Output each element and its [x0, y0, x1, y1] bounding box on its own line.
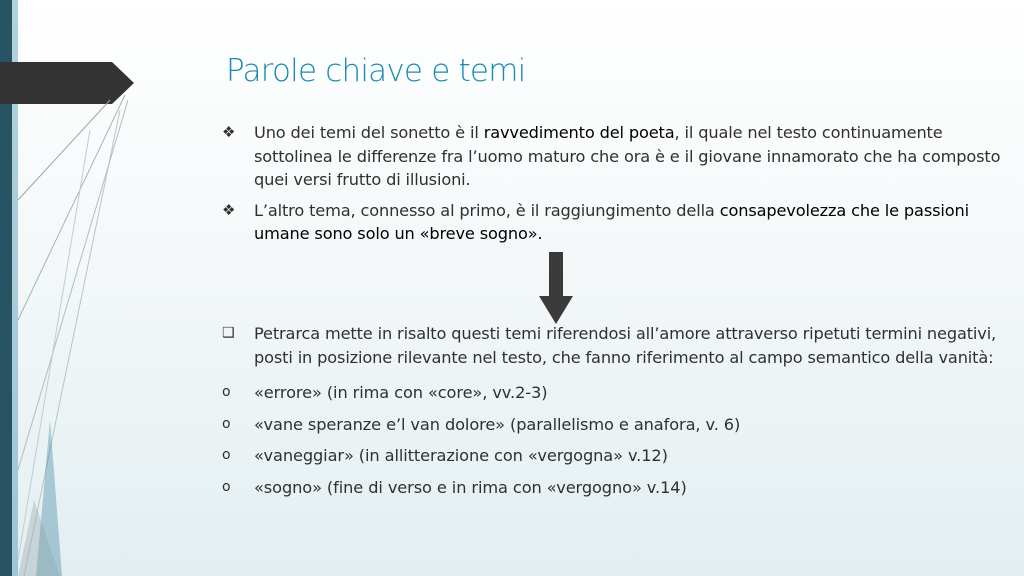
circle-bullet-icon: o [222, 415, 231, 432]
bullet-item-consapevolezza [222, 199, 1012, 246]
circle-bullet-icon: o [222, 447, 231, 463]
example-text: «vane speranze e’l van dolore» (parallelismo e anafora, v. 6) [254, 414, 741, 434]
slide-content [222, 121, 1012, 246]
highlighted-phrase: ravvedimento del poeta [483, 123, 675, 142]
example-item [222, 413, 1012, 437]
bullet-item-ravvedimento [222, 121, 1012, 192]
bullet-text [254, 121, 1012, 192]
intro-item [222, 322, 1012, 369]
text-segment: Uno dei temi del sonetto è il [254, 123, 484, 142]
example-text: «vaneggiar» (in allitterazione con «vergogna» v.12) [254, 446, 668, 465]
example-text: «sogno» (fine di verso e in rima con «vergogno» v.14) [254, 477, 687, 497]
example-item [222, 381, 1012, 405]
highlighted-phrase: consapevolezza che le passioni umane sono solo un «breve sogno». [254, 200, 969, 243]
circle-bullet-icon: o [222, 478, 231, 495]
text-segment: , il quale nel testo continuamente sottolinea le differenze fra l’uomo maturo che ora è e il giovane innamorato che ha composto quei versi frutto di illusioni. [254, 123, 1001, 189]
example-item [222, 476, 1012, 500]
circle-bullet-icon: o [222, 384, 231, 400]
example-item [222, 444, 1012, 468]
decorative-sidebar [0, 0, 140, 576]
intro-text: Petrarca mette in risalto questi temi riferendosi all’amore attraverso ripetuti termini negativi, posti in posizione rilevante nel testo, che fanno riferimento al campo semantico della vanità: [254, 324, 997, 367]
diamond-bullet-icon: ❖ [222, 123, 236, 141]
down-arrow-icon [537, 252, 575, 324]
bullet-text [254, 199, 1012, 246]
examples-section [222, 322, 1012, 499]
slide-title: Parole chiave e temi [226, 53, 526, 89]
checkbox-bullet-icon: ❑ [222, 325, 235, 341]
diamond-bullet-icon: ❖ [222, 200, 236, 219]
text-segment: L’altro tema, connesso al primo, è il raggiungimento della [254, 200, 720, 220]
example-text: «errore» (in rima con «core», vv.2-3) [254, 383, 548, 402]
